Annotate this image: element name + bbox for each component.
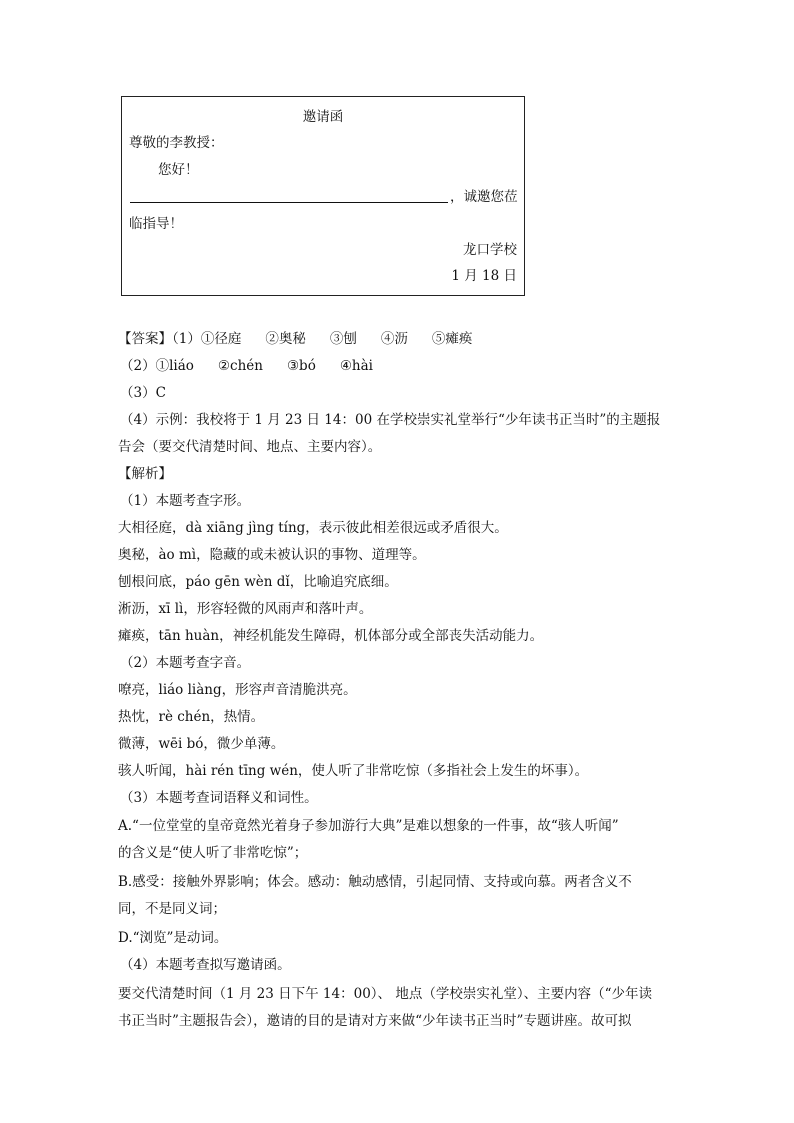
analysis-line: 奥秘，ào mì，隐藏的或未被认识的事物、道理等。 [118,547,426,563]
answer-q1-item: ③刨 [329,331,357,347]
analysis-line: 刨根问底，páo gēn wèn dǐ，比喻追究底细。 [118,574,398,590]
analysis-line: 瘫痪，tān huàn，神经机能发生障碍，机体部分或全部丧失活动能力。 [118,628,544,644]
answer-q1-prefix: （1） [172,331,201,347]
answer-q2-item: ④hài [339,358,373,374]
invitation-fill-blank [130,185,448,203]
invitation-box [121,96,525,296]
analysis-line: 微薄，wēi bó，微少单薄。 [118,736,285,752]
answer-q2-item: ②chén [217,358,263,374]
answer-q1-item: ⑤瘫痪 [431,331,473,347]
analysis-line: B.感受：接触外界影响；体会。感动：触动感情，引起同情、支持或向慕。两者含义不 [118,874,632,890]
answer-q1-item: ②奥秘 [265,331,306,347]
answer-q1-item: ①径庭 [200,331,242,347]
analysis-line: 要交代清楚时间（1 月 23 日下午 14：00）、 地点（学校崇实礼堂）、主要内容（“少年读 [118,986,652,1002]
analysis-line: 同，不是同义词； [118,901,226,917]
invitation-date: 1 月 18 日 [451,268,517,284]
invitation-greeting: 您好！ [158,162,199,178]
answer-q3-line: （3）C [120,385,166,401]
invitation-salutation: 尊敬的李教授： [129,135,224,151]
analysis-line: D.“浏览”是动词。 [118,930,228,946]
analysis-label: 【解析】 [118,466,172,482]
invitation-title: 邀请函 [302,109,344,125]
invitation-blank-tail: ，诚邀您莅 [450,189,518,205]
answer-q1-line [118,327,472,347]
answer-q2-line [120,354,373,374]
answer-q2-item: ①liáo [155,358,194,374]
analysis-line: 骇人听闻，hài rén tīng wén，使人听了非常吃惊（多指社会上发生的坏事）。 [118,763,589,779]
analysis-line: A.“一位堂堂的皇帝竟然光着身子参加游行大典”是难以想象的一件事，故“骇人听闻” [118,818,619,834]
analysis-line: 淅沥，xī lì，形容轻微的风雨声和落叶声。 [118,601,373,617]
answer-q2-item: ③bó [286,358,316,374]
analysis-line: 嘹亮，liáo liàng，形容声音清脆洪亮。 [118,682,357,698]
answer-q4-line: （4）示例：我校将于 1 月 23 日 14：00 在学校崇实礼堂举行“少年读书正当时”的主题报 [120,412,661,428]
answer-q1-item: ④沥 [380,331,408,347]
analysis-line: （1）本题考查字形。 [120,493,251,509]
analysis-line: 书正当时”主题报告会），邀请的目的是请对方来做“少年读书正当时”专题讲座。故可拟 [118,1013,632,1029]
analysis-line: （4）本题考查拟写邀请函。 [120,957,291,973]
answer-q4-line: 告会（要交代清楚时间、地点、主要内容）。 [118,439,382,455]
analysis-line: 的含义是“使人听了非常吃惊”； [118,845,308,861]
analysis-line: 大相径庭，dà xiāng jìng tíng，表示彼此相差很远或矛盾很大。 [118,520,508,536]
analysis-line: （2）本题考查字音。 [120,655,251,671]
invitation-continuation: 临指导！ [129,216,183,232]
answer-label: 【答案】 [118,331,172,347]
answer-q2-prefix: （2） [120,358,156,374]
analysis-line: 热忱，rè chén，热情。 [118,709,265,725]
analysis-line: （3）本题考查词语释义和词性。 [120,790,318,806]
invitation-signature: 龙口学校 [463,242,517,258]
